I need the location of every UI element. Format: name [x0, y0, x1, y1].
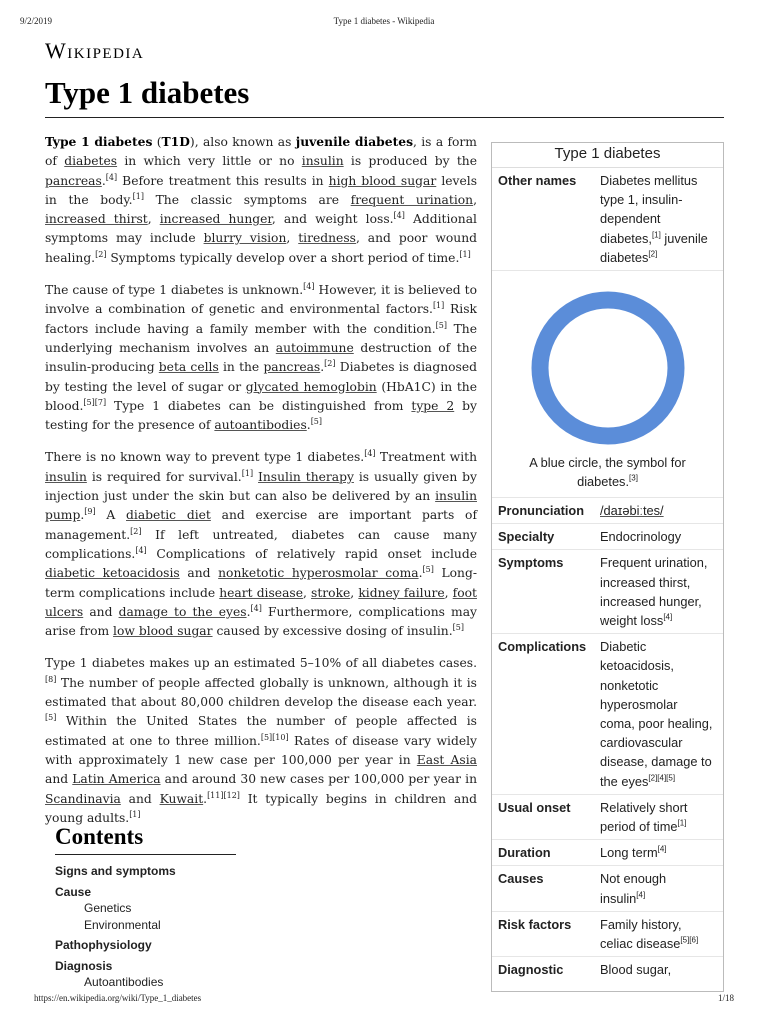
text: .: [418, 566, 423, 581]
link-scandinavia[interactable]: Scandinavia: [45, 791, 121, 806]
infobox-label: Specialty: [498, 529, 555, 545]
text: However, it is believed to involve a combination of genetic and environmental factors.: [45, 283, 477, 317]
text: ,: [444, 585, 453, 600]
link-east-asia[interactable]: East Asia: [416, 752, 477, 767]
text: Type 1 diabetes can be distinguished from: [106, 398, 412, 413]
infobox-value: Blood sugar,: [600, 962, 672, 978]
text: ,: [473, 192, 477, 207]
value-text: juvenile diabetes: [600, 230, 708, 265]
text: and: [179, 566, 219, 581]
toc-item-signs-and-symptoms[interactable]: Signs and symptoms: [55, 864, 176, 878]
text: , is a form of: [45, 135, 477, 169]
infobox-label: Other names: [498, 173, 577, 188]
infobox-row-risk-factors: [492, 911, 723, 956]
text: A: [95, 508, 127, 523]
link-foot-ulcers[interactable]: foot ulcers: [45, 585, 477, 619]
text: caused by excessive dosing of insulin.: [212, 624, 453, 639]
text: levels in the body.: [45, 173, 478, 207]
link-diabetic-ketoacidosis[interactable]: diabetic ketoacidosis: [45, 566, 180, 581]
infobox-value: [596, 798, 718, 836]
citation[interactable]: [4]: [303, 281, 315, 291]
citation[interactable]: [4]: [393, 211, 405, 221]
link-nonketotic-hyperosmolar-coma[interactable]: nonketotic hyperosmolar coma: [218, 566, 419, 581]
infobox-value[interactable]: Endocrinology: [600, 529, 682, 545]
infobox-row-symptoms: [492, 549, 723, 633]
table-of-contents: [55, 823, 245, 991]
text: ,: [286, 231, 299, 246]
citation[interactable]: [2]: [648, 249, 658, 259]
link-pancreas[interactable]: pancreas: [263, 360, 321, 375]
citation[interactable]: [5][6]: [680, 935, 699, 945]
toc-item-environmental[interactable]: Environmental: [84, 917, 161, 932]
citation[interactable]: [5]: [452, 623, 464, 633]
citation[interactable]: [2]: [130, 526, 142, 536]
link-heart-disease[interactable]: heart disease: [219, 585, 304, 600]
text: .: [320, 360, 325, 375]
infobox-row-other-names: [492, 168, 723, 270]
citation[interactable]: [8]: [45, 674, 57, 684]
toc-item-genetics[interactable]: Genetics: [84, 901, 132, 915]
citation[interactable]: [5][7]: [83, 397, 107, 407]
citation[interactable]: [5]: [435, 320, 447, 330]
link-tiredness[interactable]: tiredness: [298, 231, 356, 246]
text: ,: [350, 585, 359, 600]
link-damage-to-the-eyes[interactable]: damage to the eyes: [118, 604, 247, 619]
toc-list: [55, 863, 245, 991]
citation[interactable]: [1]: [241, 468, 254, 478]
print-url: https://en.wikipedia.org/wiki/Type_1_diabetes: [34, 993, 202, 1003]
value-text: Not enough insulin: [600, 871, 667, 906]
toc-item-cause[interactable]: Cause: [55, 884, 92, 899]
lead-paragraph-4: [45, 654, 477, 828]
text: in which very little or no: [117, 154, 302, 169]
caption-text: A blue circle, the symbol for diabetes.: [529, 455, 686, 490]
text: , and weight loss.: [271, 212, 394, 227]
bold-term: Type 1 diabetes: [45, 134, 153, 149]
infobox-title: Type 1 diabetes: [492, 143, 723, 168]
citation[interactable]: [4]: [135, 545, 147, 555]
infobox-value: [596, 869, 718, 907]
text: by testing for the presence of: [45, 398, 477, 433]
print-date: 9/2/2019: [20, 16, 53, 26]
text: Complications of relatively rapid onset include: [146, 546, 477, 561]
link-pancreas[interactable]: pancreas: [45, 173, 102, 188]
link-diabetes[interactable]: diabetes: [64, 154, 118, 169]
text: Symptoms typically develop over a short period of time.: [106, 250, 460, 265]
citation[interactable]: [4]: [250, 603, 262, 613]
text: ,: [303, 585, 312, 600]
text: (: [152, 135, 162, 149]
link-frequent-urination[interactable]: frequent urination: [350, 192, 474, 207]
text: destruction of the insulin-producing: [45, 340, 477, 375]
text: The number of people affected globally is unknown, although it is estimated that about 80,000 children develop the disease each year.: [45, 675, 477, 710]
toc-item-diagnosis[interactable]: Diagnosis: [55, 958, 113, 973]
infobox-row-diagnostic: [492, 956, 723, 982]
value-text: Relatively short period of time: [600, 799, 688, 835]
infobox-value: [596, 637, 718, 791]
citation[interactable]: [5]: [422, 565, 434, 575]
text: is produced by the: [343, 154, 477, 169]
infobox-row-pronunciation: [492, 497, 723, 523]
text: and: [83, 604, 119, 619]
infobox-row-duration: [492, 839, 723, 865]
text: Furthermore, complications may arise from: [45, 604, 477, 639]
toc-item-pathophysiology[interactable]: Pathophysiology: [55, 938, 152, 952]
link-kuwait[interactable]: Kuwait: [159, 791, 204, 806]
infobox-caption: [492, 449, 723, 497]
text: ,: [147, 212, 160, 227]
link-type-2[interactable]: type 2: [411, 398, 455, 413]
article-body: [45, 132, 477, 841]
infobox-label: Symptoms: [498, 555, 564, 571]
text: Long-term complications include: [45, 566, 477, 600]
text: The underlying mechanism involves an: [45, 321, 477, 355]
text: is required for survival.: [86, 469, 242, 484]
text: and: [120, 791, 160, 806]
infobox-value: [596, 915, 718, 953]
print-title: Type 1 diabetes - Wikipedia: [333, 16, 435, 26]
pronunciation-link[interactable]: /daɪəbiːtes/: [600, 503, 664, 519]
link-diabetic-diet[interactable]: diabetic diet: [126, 508, 211, 523]
contents-divider: [55, 854, 236, 855]
text: Before treatment this results in: [117, 173, 329, 188]
infobox-value: [596, 553, 718, 630]
bold-term: T1D: [161, 134, 190, 149]
infobox: [491, 142, 724, 992]
link-high-blood-sugar[interactable]: high blood sugar: [328, 173, 437, 188]
infobox-value: [596, 843, 718, 862]
infobox-label: Complications: [498, 639, 587, 655]
text: in the: [218, 360, 264, 375]
link-kidney-failure[interactable]: kidney failure: [358, 585, 445, 600]
blue-circle-icon: [531, 291, 685, 445]
value-text: Frequent urination, increased thirst, increased hunger, weight loss: [600, 555, 708, 629]
infobox-image: [492, 270, 723, 449]
link-insulin-pump[interactable]: insulin pump: [45, 489, 477, 523]
text: .: [101, 173, 106, 188]
citation[interactable]: [4]: [105, 172, 118, 182]
link-stroke[interactable]: stroke: [311, 585, 351, 600]
citation[interactable]: [4]: [364, 449, 376, 459]
citation[interactable]: [4]: [657, 845, 667, 854]
link-low-blood-sugar[interactable]: low blood sugar: [113, 624, 213, 639]
page-title: Type 1 diabetes: [45, 75, 250, 110]
link-autoimmune[interactable]: autoimmune: [275, 340, 354, 355]
citation[interactable]: [1]: [677, 818, 687, 828]
link-increased-thirst[interactable]: increased thirst: [45, 212, 148, 227]
title-divider: [45, 117, 724, 118]
lead-paragraph-2: [45, 281, 477, 435]
text: is usually given by injection just under the skin but can also be delivered by an: [45, 469, 477, 504]
text: .: [246, 604, 251, 619]
text: Additional symptoms may include: [45, 212, 477, 246]
citation[interactable]: [1]: [459, 249, 471, 259]
value-text: Diabetes mellitus type 1, insulin-dependent diabetes,: [600, 173, 698, 246]
citation[interactable]: [1]: [132, 191, 144, 201]
blue-circle-ring: [540, 300, 676, 436]
infobox-row-complications: [492, 633, 723, 794]
link-autoantibodies[interactable]: autoantibodies: [214, 418, 307, 433]
text: If left untreated, diabetes can cause many complications.: [45, 527, 477, 561]
text: .: [203, 791, 208, 806]
lead-paragraph-3: [45, 448, 477, 641]
value-text: Diabetic ketoacidosis, nonketotic hyperosmolar coma, poor healing, cardiovascular disease, damage to the eyes: [600, 639, 713, 789]
citation[interactable]: [1]: [432, 301, 445, 311]
text: Diabetes is diagnosed by testing the level of sugar or: [45, 360, 478, 394]
infobox-value: [596, 501, 718, 520]
toc-item-autoantibodies[interactable]: Autoantibodies: [84, 975, 164, 989]
link-increased-hunger[interactable]: increased hunger: [159, 212, 272, 227]
value-text: Family history, celiac disease: [600, 916, 682, 952]
citation[interactable]: [2]: [95, 249, 107, 259]
wikipedia-logo[interactable]: Wikipedia: [45, 38, 145, 63]
text: It typically begins in children and young adults.: [45, 791, 477, 825]
text: Within the United States the number of people affected is estimated at one to three million.: [45, 714, 477, 748]
text: There is no known way to prevent type 1 diabetes.: [45, 450, 365, 465]
citation[interactable]: [2][4][5]: [648, 773, 676, 783]
citation[interactable]: [9]: [84, 507, 96, 517]
text: Treatment with: [375, 450, 477, 465]
print-footer: [0, 993, 768, 1007]
link-beta-cells[interactable]: beta cells: [158, 360, 219, 375]
infobox-label: Diagnostic: [498, 962, 564, 978]
text: Type 1 diabetes makes up an estimated 5–10% of all diabetes cases.: [45, 656, 477, 671]
text: Risk factors include having a family member with the condition.: [45, 302, 477, 336]
citation[interactable]: [4]: [663, 612, 673, 622]
text: and around 30 new cases per 100,000 per year in: [160, 772, 477, 787]
text: The cause of type 1 diabetes is unknown.: [45, 283, 304, 298]
text: , and poor wound healing.: [45, 231, 477, 265]
link-insulin[interactable]: insulin: [45, 469, 87, 484]
citation[interactable]: [1]: [651, 230, 661, 240]
text: (HbA1C) in the blood.: [45, 379, 477, 413]
bold-term: juvenile diabetes: [295, 134, 414, 149]
link-glycated-hemoglobin[interactable]: glycated hemoglobin: [245, 379, 377, 394]
link-insulin-therapy[interactable]: Insulin therapy: [258, 469, 354, 484]
print-page-number: 1/18: [717, 993, 734, 1003]
lead-paragraph-1: [45, 132, 477, 268]
citation[interactable]: [5][10]: [260, 732, 289, 742]
citation[interactable]: [3]: [629, 473, 638, 483]
citation[interactable]: [2]: [324, 359, 336, 369]
text: .: [80, 508, 85, 523]
citation[interactable]: [1]: [129, 809, 141, 819]
infobox-label: Risk factors: [498, 916, 572, 932]
infobox-row-causes: [492, 865, 723, 910]
contents-heading: Contents: [55, 824, 144, 849]
text: .: [306, 418, 311, 433]
infobox-row-usual-onset: [492, 794, 723, 839]
link-latin-america[interactable]: Latin America: [72, 772, 161, 787]
text: The classic symptoms are: [143, 192, 351, 207]
text: and exercise are important parts of management.: [45, 508, 478, 542]
citation[interactable]: [5]: [310, 417, 323, 427]
infobox-row-specialty: [492, 523, 723, 549]
text: Rates of disease vary widely with approximately 1 new case per 100,000 per year in: [45, 733, 477, 767]
citation[interactable]: [4]: [636, 890, 646, 900]
link-insulin[interactable]: insulin: [301, 154, 344, 169]
citation[interactable]: [5]: [45, 713, 57, 723]
citation[interactable]: [11][12]: [207, 790, 240, 800]
infobox-value: [596, 171, 718, 267]
infobox-label: Pronunciation: [498, 503, 585, 519]
text: and: [45, 772, 73, 787]
print-header: [0, 16, 768, 30]
infobox-label: Usual onset: [498, 799, 571, 815]
link-blurry-vision[interactable]: blurry vision: [203, 231, 287, 246]
value-text: Long term: [600, 845, 658, 861]
text: ), also known as: [189, 135, 296, 149]
infobox-label: Causes: [498, 871, 544, 887]
infobox-label: Duration: [498, 845, 551, 861]
